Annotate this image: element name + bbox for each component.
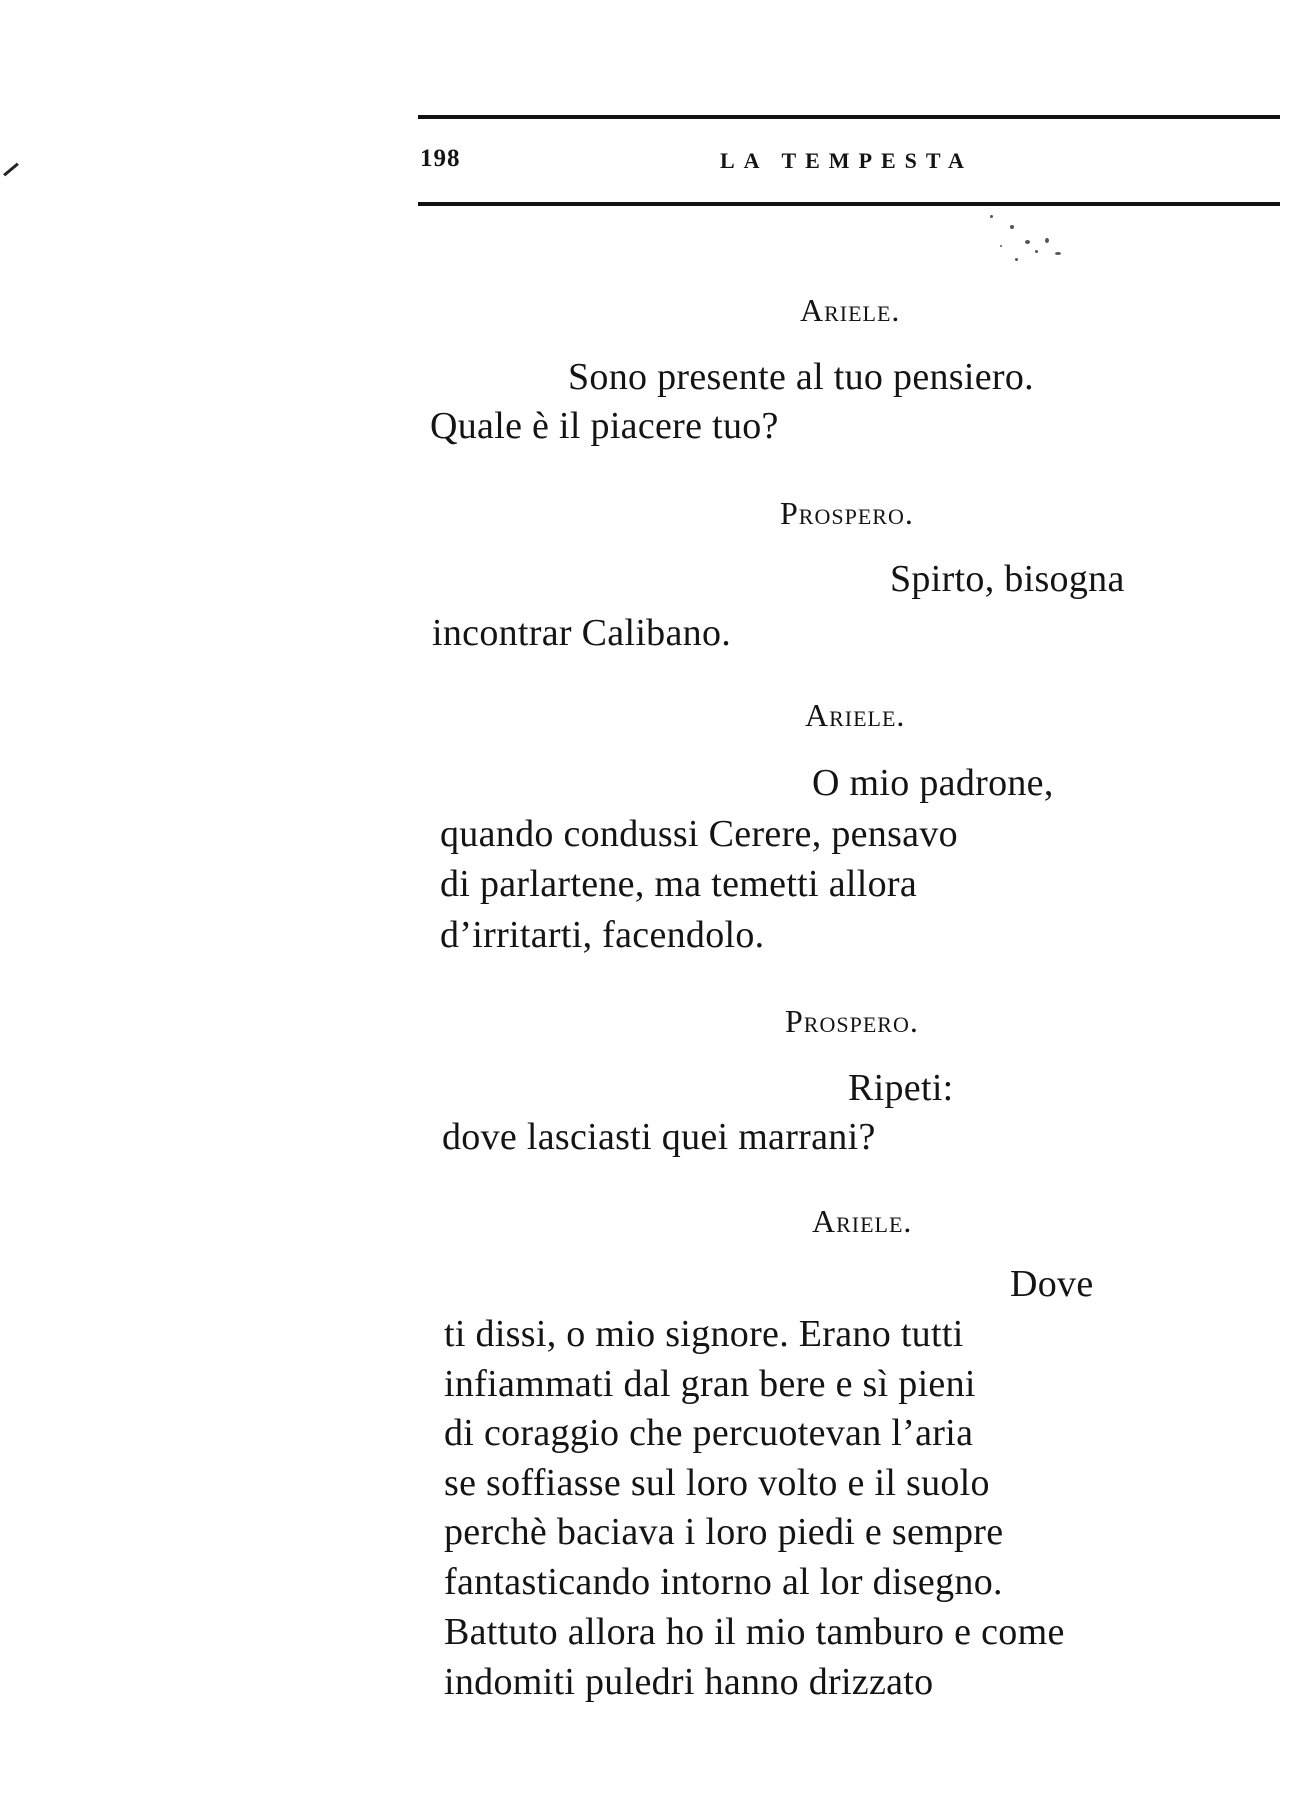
running-title: LA TEMPESTA — [720, 148, 973, 173]
margin-pencil-mark — [3, 163, 19, 177]
verse-line: incontrar Calibano. — [432, 612, 732, 654]
verse-line: di parlartene, ma temetti allora — [440, 863, 917, 905]
verse-line: fantasticando intorno al lor disegno. — [444, 1561, 1003, 1603]
verse-line: d’irritarti, facendolo. — [440, 914, 765, 956]
verse-line: Ripeti: — [848, 1067, 954, 1109]
verse-line: se soffiasse sul loro volto e il suolo — [444, 1462, 990, 1504]
verse-line: Battuto allora ho il mio tamburo e come — [444, 1611, 1065, 1653]
verse-line: ti dissi, o mio signore. Erano tutti — [444, 1313, 964, 1355]
header-rule-bottom — [418, 202, 1280, 206]
verse-line: Spirto, bisogna — [890, 558, 1125, 600]
verse-line: Quale è il piacere tuo? — [430, 405, 779, 447]
verse-line: O mio padrone, — [812, 762, 1054, 804]
verse-line: indomiti puledri hanno drizzato — [444, 1661, 934, 1703]
speaker-prospero: Prospero. — [780, 495, 914, 531]
verse-line: di coraggio che percuotevan l’aria — [444, 1412, 974, 1454]
speaker-ariele: Ariele. — [800, 292, 901, 328]
speaker-ariele: Ariele. — [805, 697, 906, 733]
header-rule-top — [418, 115, 1280, 119]
speaker-prospero: Prospero. — [785, 1003, 919, 1039]
verse-line: perchè baciava i loro piedi e sempre — [444, 1511, 1004, 1553]
verse-line: Sono presente al tuo pensiero. — [568, 356, 1034, 398]
page-number: 198 — [420, 145, 461, 172]
speaker-ariele: Ariele. — [812, 1203, 913, 1239]
verse-line: quando condussi Cerere, pensavo — [440, 813, 958, 855]
verse-line: dove lasciasti quei marrani? — [442, 1116, 876, 1158]
verse-line: infiammati dal gran bere e sì pieni — [444, 1363, 976, 1405]
verse-line: Dove — [1010, 1263, 1094, 1305]
